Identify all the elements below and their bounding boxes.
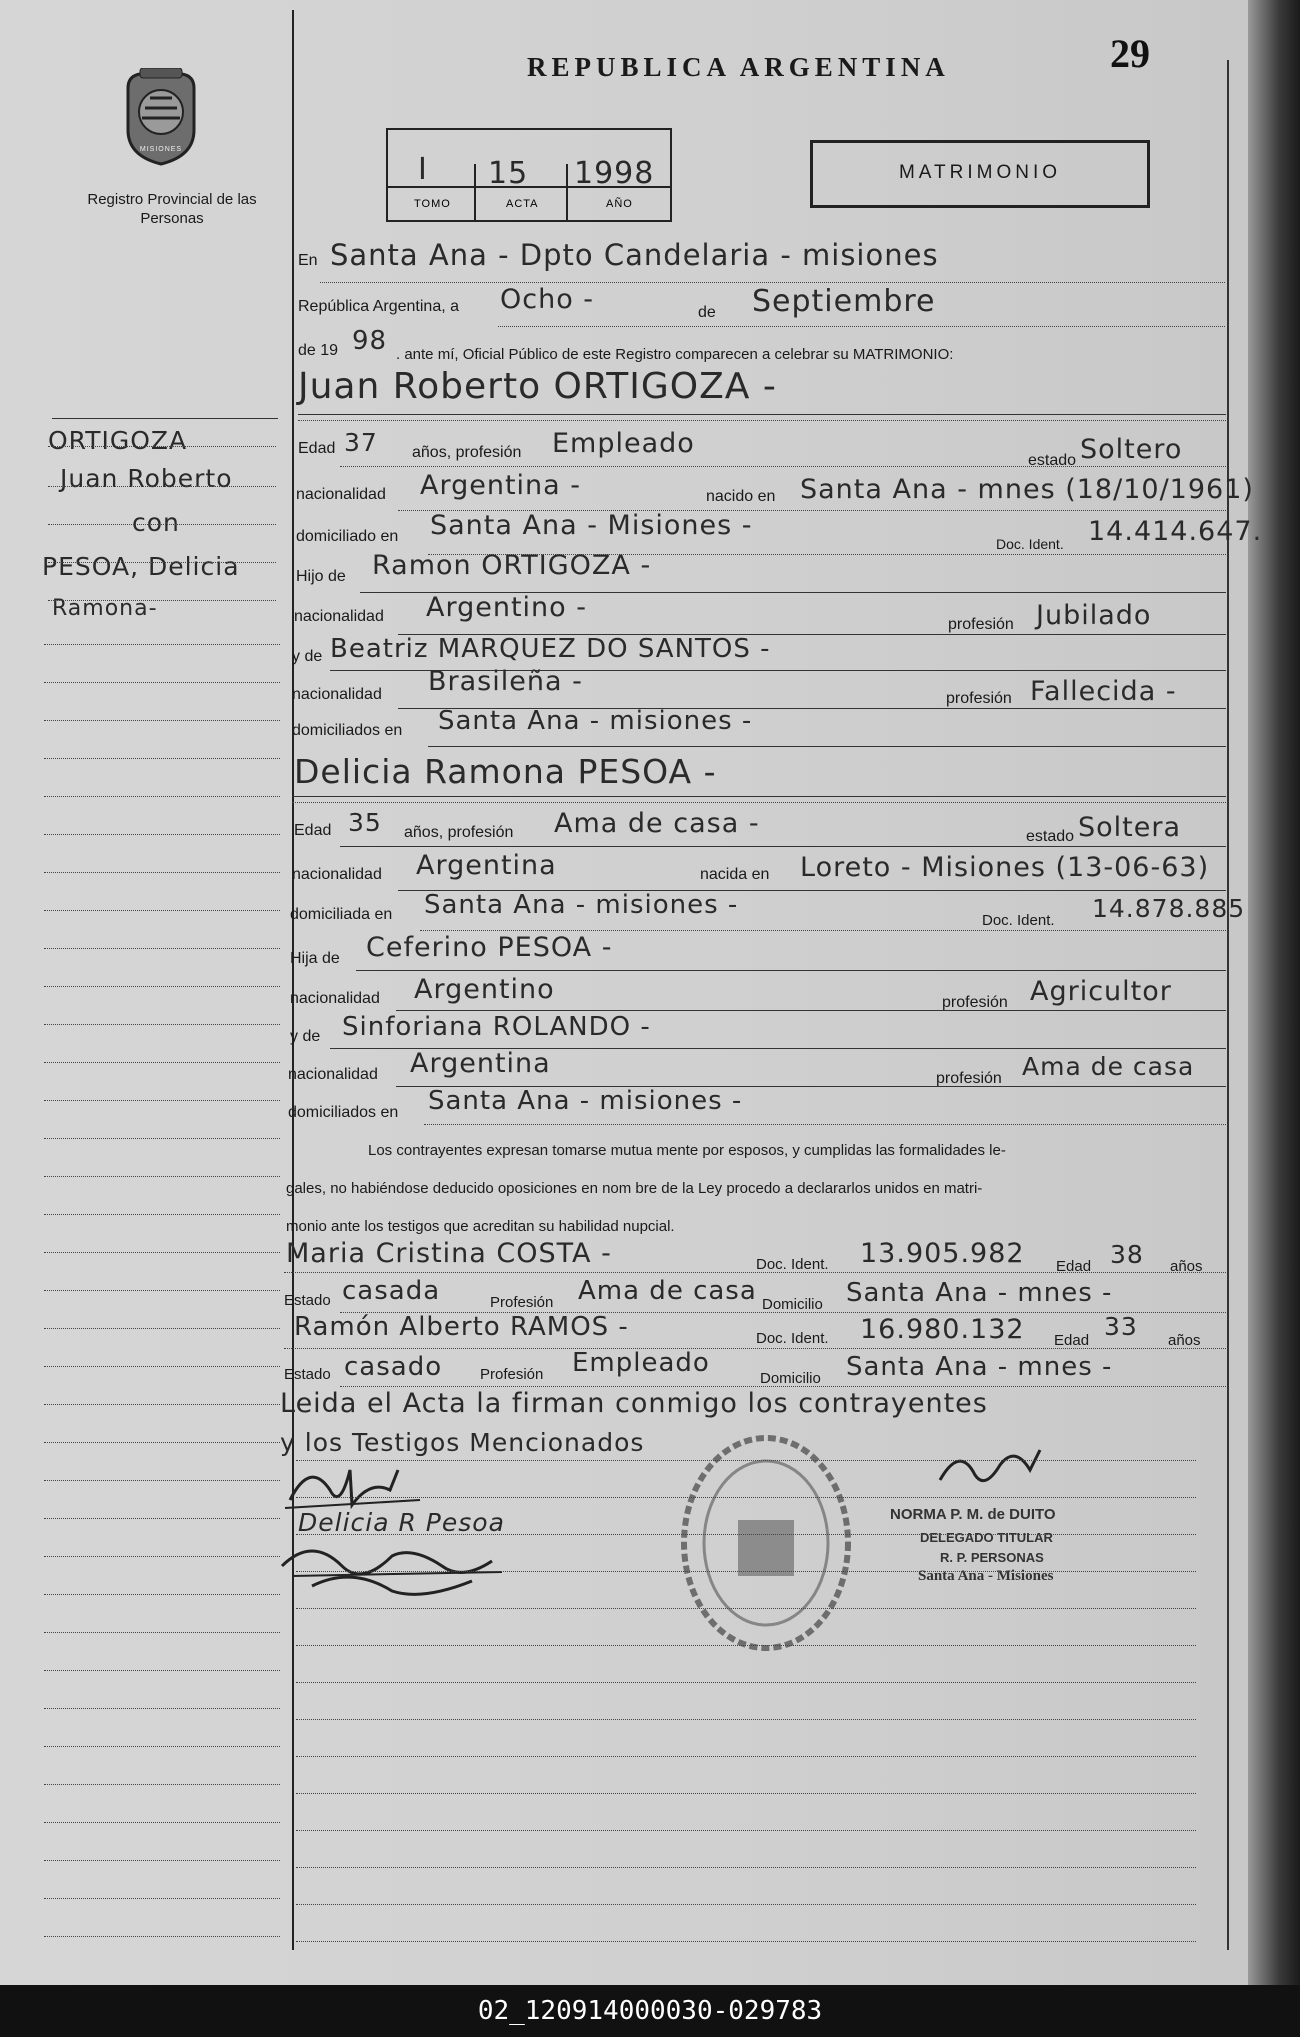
bride-doc-label: Doc. Ident. [982,912,1055,929]
name-rule [292,796,1226,797]
record-type-box [810,140,1150,208]
margin-con: con [132,508,180,537]
stamp-line-4: Santa Ana - Misiones [918,1568,1054,1584]
witness-1-doc: 13.905.982 [860,1238,1025,1269]
ruled-line [44,1252,280,1253]
ruled-line [44,1860,280,1861]
witness-1-profession: Ama de casa [578,1276,757,1306]
ruled-line [44,1708,280,1709]
ruled-line [44,1442,280,1443]
republic-label: República Argentina, a [298,298,459,315]
witness-2-status: casado [344,1352,443,1382]
ruled-line [48,524,276,525]
bride-nationality: Argentina [416,850,557,881]
ruled-line [296,1460,1196,1461]
groom-yde-label: y de [292,648,323,665]
margin-given-names: Juan Roberto [60,464,233,493]
groom-dom-label: domiciliado en [296,528,399,545]
ruled-line [44,1936,280,1937]
stamp-line-2: DELEGADO TITULAR [920,1530,1053,1545]
record-type: MATRIMONIO [898,162,1062,183]
tomo-value: I [418,152,428,187]
ruled-line [44,834,280,835]
witness-2-domicile: Santa Ana - mnes - [846,1352,1113,1382]
ruled-line [44,1518,280,1519]
closing-line-2: y los Testigos Mencionados [280,1428,645,1457]
ruled-line [44,1404,280,1405]
ruled-line [48,486,276,487]
bride-mother-prof-label: profesión [936,1070,1002,1087]
bride-parents-dom-label: domiciliados en [288,1104,399,1121]
name-rule [298,414,1226,415]
seal-text: MISIONES [139,146,183,153]
witness-2-doc: 16.980.132 [860,1314,1025,1345]
ruled-line [44,1898,280,1899]
witness-1-estado-label: Estado [284,1292,331,1309]
groom-father: Ramon ORTIGOZA - [372,550,652,581]
anio-value: 1998 [574,156,655,191]
ruled-line [44,1100,280,1101]
ruled-line [44,1594,280,1595]
groom-parents-dom-label: domiciliados en [292,722,403,739]
ruled-line [296,1719,1196,1720]
field-line [298,420,1226,421]
ruled-line [48,446,276,447]
bride-domicile: Santa Ana - misiones - [424,890,739,920]
witness-1-name: Maria Cristina COSTA - [286,1238,612,1269]
ruled-line [44,1024,280,1025]
country-title: REPUBLICA ARGENTINA [527,52,950,82]
left-column-rule [292,10,294,1950]
ruled-line [44,1746,280,1747]
groom-parents-dom: Santa Ana - misiones - [438,706,753,736]
bride-edad-label: Edad [294,822,332,839]
marriage-month: Septiembre [752,284,936,319]
ruled-line [296,1645,1196,1646]
groom-father-nat-label: nacionalidad [294,608,384,625]
ruled-line [44,644,280,645]
field-line [428,746,1226,747]
ruled-line [44,1214,280,1215]
bride-dom-label: domiciliada en [290,906,393,923]
groom-nacido-label: nacido en [706,488,776,505]
bride-father-nat-label: nacionalidad [290,990,380,1007]
ruled-line [44,1556,280,1557]
ruled-line [296,1534,1196,1535]
ruled-line [44,1062,280,1063]
witness-1-prof-label: Profesión [490,1294,554,1311]
ruled-line [44,1480,280,1481]
ruled-line [44,1176,280,1177]
marriage-day: Ocho - [500,284,595,315]
field-line [498,326,1225,327]
witness-1-anos-label: años [1170,1258,1203,1275]
field-line [284,1272,1226,1273]
field-line [284,1348,1226,1349]
ruled-line [48,562,276,563]
field-line [424,1124,1226,1125]
ruled-line [44,682,280,683]
page-edge-shadow [1248,0,1300,1985]
groom-estado-label: estado [1028,452,1077,469]
bride-father-nat: Argentino [414,974,555,1005]
groom-father-prof-label: profesión [948,616,1014,633]
en-label: En [298,252,318,269]
ruled-line [296,1682,1196,1683]
record-id-box [386,128,672,222]
ruled-line [44,1328,280,1329]
tomo-label: TOMO [414,198,451,210]
ruled-line [44,986,280,987]
bride-yde-label: y de [290,1028,321,1045]
ruled-line [296,1571,1196,1572]
ruled-line [296,1867,1196,1868]
groom-mother-prof: Fallecida - [1030,676,1177,707]
witness-1-status: casada [342,1276,441,1306]
right-margin-rule [1227,60,1229,1950]
provincial-seal-icon [120,68,202,168]
ruled-line [296,1830,1196,1831]
ruled-line [44,1822,280,1823]
ruled-line [44,1138,280,1139]
stamp-line-3: R. P. PERSONAS [940,1550,1044,1565]
margin-surname: ORTIGOZA [48,426,188,455]
de-label: de [698,304,716,321]
ruled-line [44,1366,280,1367]
bride-age: 35 [348,808,382,837]
groom-doc: 14.414.647. [1088,516,1263,547]
ruled-line [296,1497,1196,1498]
ruled-line [44,1632,280,1633]
field-line [340,846,1226,847]
witness-2-dom-label: Domicilio [760,1370,821,1387]
groom-domicile: Santa Ana - Misiones - [430,510,753,541]
bride-nac-label: nacionalidad [292,866,382,883]
bride-profession: Ama de casa - [554,808,760,839]
anio-label: AÑO [606,198,633,210]
witness-2-anos-label: años [1168,1332,1201,1349]
ruled-line [44,758,280,759]
bride-mother-prof: Ama de casa [1022,1052,1195,1081]
declaration-line-1: Los contrayentes expresan tomarse mutua mente por esposos, y cumplidas las formalidades le- [368,1142,1006,1159]
groom-birthplace: Santa Ana - mnes (18/10/1961) [800,474,1254,505]
field-line [292,802,1226,803]
bride-doc: 14.878.885 [1092,894,1246,923]
groom-nationality: Argentina - [420,470,582,501]
witness-2-doc-label: Doc. Ident. [756,1330,829,1347]
ruled-line [44,1784,280,1785]
marriage-year: 98 [352,326,388,356]
groom-name: Juan Roberto ORTIGOZA - [298,366,777,407]
witness-2-prof-label: Profesión [480,1366,544,1383]
ruled-line [44,910,280,911]
ruled-line [48,600,276,601]
registry-name: Registro Provincial de las Personas [87,191,257,227]
witness-1-age: 38 [1110,1240,1144,1269]
witness-1-domicile: Santa Ana - mnes - [846,1278,1113,1308]
file-id-footer [0,1985,1300,2037]
closing-line-1: Leida el Acta la firman conmigo los contrayentes [280,1388,988,1419]
field-line [340,466,1226,467]
official-round-stamp-icon [676,1428,856,1663]
groom-mother-nat: Brasileña - [428,666,583,697]
groom-father-nat: Argentino - [426,592,588,623]
ruled-line [44,1670,280,1671]
groom-mother-nat-label: nacionalidad [292,686,382,703]
bride-birthplace: Loreto - Misiones (13-06-63) [800,852,1210,883]
ruled-line [44,1290,280,1291]
witness-2-profession: Empleado [572,1348,710,1378]
page-number: 29 [1110,31,1150,76]
bride-profesion-label: años, profesión [404,824,514,841]
witness-2-estado-label: Estado [284,1366,331,1383]
bride-mother-nat: Argentina [410,1048,551,1079]
field-line [396,1010,1226,1011]
ruled-line [44,720,280,721]
ruled-line [44,796,280,797]
marriage-place: Santa Ana - Dpto Candelaria - misiones [330,238,939,272]
witness-signatures-icon [272,1536,512,1611]
statement: . ante mí, Oficial Público de este Registro comparecen a celebrar su MATRIMONIO: [396,346,954,363]
groom-hijo-label: Hijo de [296,568,346,585]
ruled-line [296,1793,1196,1794]
groom-status: Soltero [1080,434,1183,465]
bride-hija-label: Hija de [290,950,340,967]
ruled-line [44,872,280,873]
stamp-line-1: NORMA P. M. de DUITO [890,1506,1056,1523]
witness-1-dom-label: Domicilio [762,1296,823,1313]
bride-name: Delicia Ramona PESOA - [294,752,717,791]
field-line [356,970,1226,971]
witness-1-doc-label: Doc. Ident. [756,1256,829,1273]
file-id: 02_120914000030-029783 [477,1996,823,2026]
witness-2-name: Ramón Alberto RAMOS - [294,1312,629,1342]
bride-nacida-label: nacida en [700,866,770,883]
groom-mother-prof-label: profesión [946,690,1012,707]
groom-nac-label: nacionalidad [296,486,386,503]
witness-2-edad-label: Edad [1054,1332,1090,1349]
ruled-line [296,1608,1196,1609]
declaration-line-2: gales, no habiéndose deducido oposiciones en nom bre de la Ley procedo a declararlos unidos en matri- [286,1180,983,1197]
bride-father-prof: Agricultor [1030,976,1172,1007]
field-line [420,930,1226,931]
declaration-line-3: monio ante los testigos que acreditan su habilidad nupcial. [286,1218,675,1235]
bride-parents-dom: Santa Ana - misiones - [428,1086,743,1116]
groom-mother: Beatriz MARQUEZ DO SANTOS - [330,634,771,664]
margin-bride-2: Ramona- [52,596,158,621]
bride-estado-label: estado [1026,828,1075,845]
bride-signature: Delicia R Pesoa [298,1508,505,1537]
de19-label: de 19 [298,342,339,359]
officer-signature-icon [930,1440,1050,1505]
ruled-line [44,948,280,949]
witness-1-edad-label: Edad [1056,1258,1092,1275]
margin-rule [52,418,278,419]
ruled-line [296,1756,1196,1757]
bride-father: Ceferino PESOA - [366,932,613,963]
bride-mother: Sinforiana ROLANDO - [342,1012,651,1042]
groom-father-prof: Jubilado [1036,600,1152,631]
field-line [340,1386,1226,1387]
field-line [320,282,1225,283]
bride-mother-nat-label: nacionalidad [288,1066,378,1083]
witness-2-age: 33 [1104,1312,1138,1341]
groom-age: 37 [344,428,378,457]
ruled-line [296,1941,1196,1942]
bride-father-prof-label: profesión [942,994,1008,1011]
groom-doc-label: Doc. Ident. [996,536,1064,552]
bride-status: Soltera [1078,812,1182,843]
groom-profesion-label: años, profesión [412,444,522,461]
acta-value: 15 [488,156,529,191]
margin-bride: PESOA, Delicia [42,552,240,581]
groom-edad-label: Edad [298,440,336,457]
acta-label: ACTA [506,198,539,210]
ruled-line [296,1904,1196,1905]
groom-profession: Empleado [552,428,695,459]
